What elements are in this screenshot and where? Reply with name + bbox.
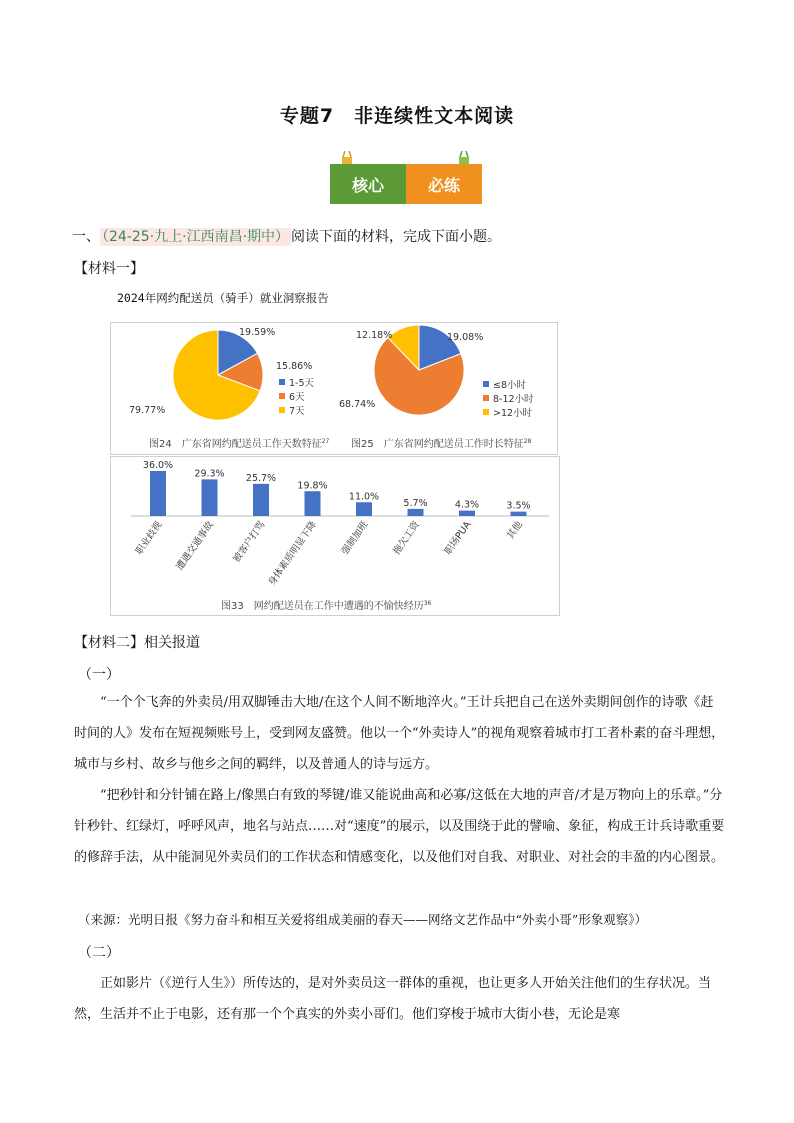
pie-value-label: 12.18% <box>356 330 393 341</box>
bar-category-label: 身体素质明显下降 <box>266 519 319 588</box>
page-title: 专题7 非连续性文本阅读 <box>279 105 515 127</box>
footnote-marker: 27 <box>321 438 330 445</box>
pie-charts <box>111 323 557 454</box>
legend-swatch <box>279 379 285 385</box>
pie-value-label: 68.74% <box>339 399 376 410</box>
bar <box>408 509 424 516</box>
bar <box>202 479 218 516</box>
pie-value-label: 15.86% <box>276 361 313 372</box>
footnote-marker: 36 <box>423 600 432 607</box>
paragraph: “一个个飞奔的外卖员/用双脚锤击大地/在这个人间不断地淬火。”王计兵把自己在送外卖期间创作的诗歌《赶时间的人》发布在短视频账号上，受到网友盛赞。他以一个“外卖诗人”的视角观察着城市打工者朴素的奋斗理想，城市与乡村、故乡与他乡之间的羁绊，以及普通人的诗与远方。 <box>74 695 725 772</box>
badge-left-label: 核心 <box>330 164 406 204</box>
part1-label: （一） <box>78 667 120 683</box>
bar-category-label: 强制加班 <box>339 519 371 557</box>
paragraph: “把秒针和分针铺在路上/像黑白有致的琴键/谁又能说曲高和必寡/这低在大地的声音/才是万物向上的乐章。”分针秒针、红绿灯，呼呼风声，地名与站点……对“速度”的展示，以及围绕于此的譬喻、象征，构成王计兵诗歌重要的修辞手法，从中能洞见外卖员们的工作状态和情感变化，以及他们对自我、对职业、对社会的丰盈的内心图景。 <box>74 788 725 865</box>
bar-value-label: 4.3% <box>454 499 480 511</box>
bar-value-label: 25.7% <box>245 472 277 484</box>
part2-label: （二） <box>78 945 120 961</box>
bar-category-label: 职场PUA <box>442 519 474 558</box>
part1-body <box>74 687 726 873</box>
report-title: 2024年网约配送员（骑手）就业洞察报告 <box>117 291 329 305</box>
bar <box>150 471 166 516</box>
legend-label: 6天 <box>289 392 305 403</box>
pie-value-label: 19.08% <box>447 332 484 343</box>
bar-chart <box>111 457 559 615</box>
legend-label: >12小时 <box>493 408 533 419</box>
bar <box>459 511 475 516</box>
bar-value-label: 11.0% <box>348 491 380 503</box>
legend-swatch <box>279 393 285 399</box>
section-badge <box>330 164 482 204</box>
bar-value-label: 3.5% <box>506 500 531 512</box>
bar <box>305 491 321 516</box>
pie-value-label: 79.77% <box>129 405 166 416</box>
figure-caption: 图24 广东省网约配送员工作天数特征$^{27}$ <box>149 438 330 450</box>
bar-value-label: 29.3% <box>194 468 225 480</box>
bar-category-label: 遭遇交通事故 <box>174 519 216 573</box>
bar <box>511 512 527 516</box>
badge-right-label: 必练 <box>406 164 482 204</box>
question-instruction: 阅读下面的材料，完成下面小题。 <box>291 229 502 245</box>
pie-charts-panel <box>110 322 558 455</box>
bar-category-label: 职业歧视 <box>133 519 165 557</box>
question-prompt <box>72 226 501 246</box>
legend-label: 8-12小时 <box>493 394 534 405</box>
legend-label: ≤8小时 <box>493 380 527 391</box>
material2-heading: 【材料二】相关报道 <box>74 635 200 651</box>
bar <box>253 484 269 516</box>
bar-category-label: 被客户打骂 <box>231 519 268 565</box>
figure-caption: 图25 广东省网约配送员工作时长特征$^{28}$ <box>351 438 532 450</box>
legend-swatch <box>483 395 489 401</box>
pie-value-label: 19.59% <box>239 327 276 338</box>
bar-category-label: 拖欠工资 <box>391 519 422 557</box>
part1-source: （来源：光明日报《努力奋斗和相互关爱将组成美丽的春天——网络文艺作品中“外卖小哥”形象观察》） <box>78 912 648 927</box>
legend-label: 7天 <box>289 406 305 417</box>
legend-swatch <box>483 409 489 415</box>
bar-value-label: 36.0% <box>142 460 174 471</box>
bar-chart-panel <box>110 456 560 616</box>
bar-value-label: 5.7% <box>403 497 428 509</box>
bar <box>356 502 372 516</box>
legend-swatch <box>279 407 285 413</box>
part2-body <box>74 968 726 1030</box>
legend-swatch <box>483 381 489 387</box>
footnote-marker: 28 <box>523 438 532 445</box>
question-source: （24-25·九上·江西南昌·期中） <box>102 229 290 245</box>
material1-heading: 【材料一】 <box>74 261 144 277</box>
bar-category-label: 其他 <box>505 519 525 542</box>
legend-label: 1-5天 <box>289 378 315 389</box>
figure-caption: 图33 网约配送员在工作中遭遇的不愉快经历$^{36}$ <box>221 600 432 612</box>
question-number: 一、 <box>72 229 100 245</box>
bar-value-label: 19.8% <box>297 480 328 492</box>
paragraph: 正如影片（《逆行人生》）所传达的，是对外卖员这一群体的重视，也让更多人开始关注他们的生存状况。当然，生活并不止于电影，还有那一个个真实的外卖小哥们。他们穿梭于城市大街小巷，无论是寒 <box>74 976 712 1022</box>
